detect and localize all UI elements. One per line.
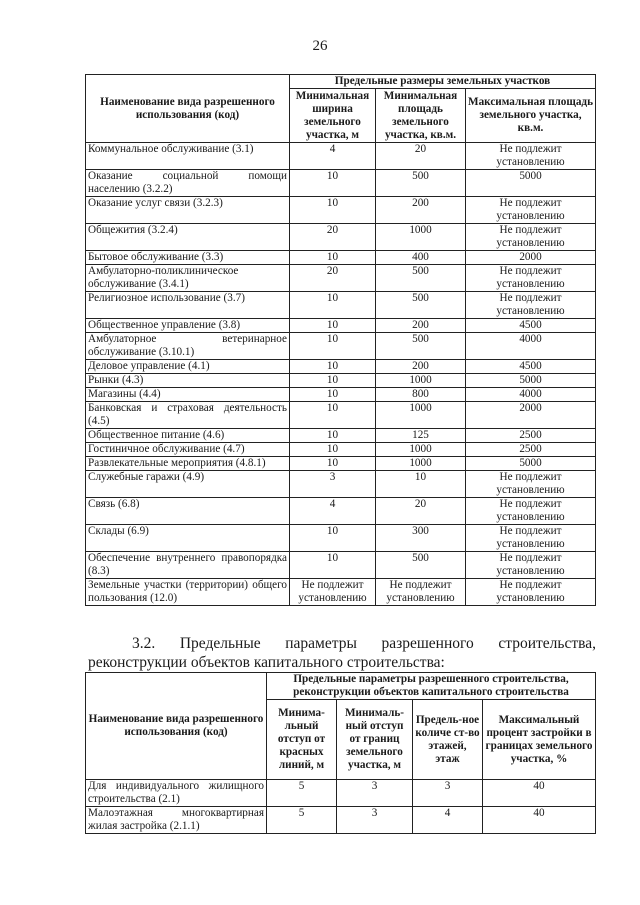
min-area-value: 500 (376, 552, 466, 579)
floors-value: 3 (413, 780, 483, 807)
max-area-value: 2500 (466, 443, 596, 457)
table-row (86, 552, 596, 579)
land-use-name: Для индивидуального жилищного строительства (2.1) (86, 780, 267, 807)
table-row (86, 143, 596, 170)
land-use-name: Общежития (3.2.4) (86, 224, 290, 251)
min-width-value: 20 (290, 265, 376, 292)
min-area-value: 200 (376, 360, 466, 374)
max-area-value: 4000 (466, 388, 596, 402)
table-row (86, 251, 596, 265)
table-row (86, 457, 596, 471)
min-area-value: 500 (376, 333, 466, 360)
land-use-name: Рынки (4.3) (86, 374, 290, 388)
table-row (86, 498, 596, 525)
land-use-name: Деловое управление (4.1) (86, 360, 290, 374)
setback-border-value: 3 (337, 780, 413, 807)
t2-name-header: Наименование вида разрешенного использования (код) (86, 673, 267, 780)
land-use-name: Малоэтажная многоквартирная жилая застройка (2.1.1) (86, 807, 267, 834)
max-area-value: Не подлежит установлению (466, 471, 596, 498)
land-use-name: Оказание услуг связи (3.2.3) (86, 197, 290, 224)
t1-col-max-area: Максимальная площадь земельного участка, кв.м. (466, 89, 596, 143)
max-area-value: 4500 (466, 360, 596, 374)
table-row (86, 292, 596, 319)
min-width-value: 10 (290, 525, 376, 552)
max-area-value: Не подлежит установлению (466, 525, 596, 552)
min-width-value: 10 (290, 388, 376, 402)
t1-group-header: Предельные размеры земельных участков (290, 75, 596, 89)
land-plot-size-table (85, 74, 596, 606)
min-width-value: 10 (290, 402, 376, 429)
max-area-value: Не подлежит установлению (466, 224, 596, 251)
max-area-value: Не подлежит установлению (466, 143, 596, 170)
min-width-value: 10 (290, 443, 376, 457)
min-width-value: 10 (290, 429, 376, 443)
t2-col-setback-border: Минималь-ный отступ от границ земельного участка, м (337, 700, 413, 780)
min-width-value: 3 (290, 471, 376, 498)
min-width-value: 10 (290, 170, 376, 197)
max-area-value: Не подлежит установлению (466, 498, 596, 525)
max-area-value: Не подлежит установлению (466, 292, 596, 319)
min-width-value: Не подлежит установлению (290, 579, 376, 606)
min-area-value: 200 (376, 319, 466, 333)
min-area-value: 1000 (376, 402, 466, 429)
t1-col-min-area: Минимальная площадь земельного участка, кв.м. (376, 89, 466, 143)
land-use-name: Амбулаторно-поликлиническое обслуживание (3.4.1) (86, 265, 290, 292)
max-area-value: 5000 (466, 374, 596, 388)
min-width-value: 10 (290, 333, 376, 360)
table-row (86, 388, 596, 402)
setback-red-value: 5 (267, 807, 337, 834)
max-area-value: 4000 (466, 333, 596, 360)
section-number: 3.2. (132, 635, 156, 652)
min-width-value: 20 (290, 224, 376, 251)
min-area-value: 1000 (376, 457, 466, 471)
min-area-value: 1000 (376, 374, 466, 388)
max-area-value: 2000 (466, 402, 596, 429)
min-width-value: 10 (290, 374, 376, 388)
table-row (86, 471, 596, 498)
table-row (86, 402, 596, 429)
max-area-value: Не подлежит установлению (466, 552, 596, 579)
t2-col-floors: Предель-ное количе ст-во этажей, этаж (413, 700, 483, 780)
min-area-value: 300 (376, 525, 466, 552)
max-area-value: 5000 (466, 170, 596, 197)
max-area-value: Не подлежит установлению (466, 579, 596, 606)
section-word-2: параметры (285, 635, 357, 652)
section-3-2-heading (88, 634, 596, 672)
land-use-name: Связь (6.8) (86, 498, 290, 525)
coverage-value: 40 (483, 807, 596, 834)
t1-col-min-width: Минимальная ширина земельного участка, м (290, 89, 376, 143)
construction-parameters-table (85, 672, 596, 834)
setback-border-value: 3 (337, 807, 413, 834)
max-area-value: 2000 (466, 251, 596, 265)
land-use-name: Гостиничное обслуживание (4.7) (86, 443, 290, 457)
t2-col-coverage: Максимальный процент застройки в границах земельного участка, % (483, 700, 596, 780)
land-use-name: Обеспечение внутреннего правопорядка (8.3) (86, 552, 290, 579)
min-area-value: 500 (376, 170, 466, 197)
land-use-name: Амбулаторное ветеринарное обслуживание (3.10.1) (86, 333, 290, 360)
max-area-value: Не подлежит установлению (466, 265, 596, 292)
land-use-name: Магазины (4.4) (86, 388, 290, 402)
min-width-value: 10 (290, 292, 376, 319)
table-row (86, 224, 596, 251)
table-row (86, 265, 596, 292)
min-width-value: 10 (290, 319, 376, 333)
table-row (86, 525, 596, 552)
land-use-name: Банковская и страховая деятельность (4.5) (86, 402, 290, 429)
max-area-value: 5000 (466, 457, 596, 471)
min-area-value: 1000 (376, 443, 466, 457)
table-row (86, 374, 596, 388)
min-area-value: 500 (376, 265, 466, 292)
max-area-value: 2500 (466, 429, 596, 443)
min-area-value: 20 (376, 143, 466, 170)
min-area-value: 800 (376, 388, 466, 402)
table-row (86, 429, 596, 443)
section-line-2: реконструкции объектов капитального строительства: (88, 654, 445, 671)
table-row (86, 579, 596, 606)
land-use-name: Коммунальное обслуживание (3.1) (86, 143, 290, 170)
min-area-value: 1000 (376, 224, 466, 251)
land-use-name: Земельные участки (территории) общего пользования (12.0) (86, 579, 290, 606)
land-use-name: Общественное управление (3.8) (86, 319, 290, 333)
land-use-name: Развлекательные мероприятия (4.8.1) (86, 457, 290, 471)
table-row (86, 197, 596, 224)
land-use-name: Склады (6.9) (86, 525, 290, 552)
min-width-value: 4 (290, 498, 376, 525)
table-row (86, 319, 596, 333)
min-width-value: 10 (290, 251, 376, 265)
min-width-value: 10 (290, 457, 376, 471)
land-use-name: Оказание социальной помощи населению (3.2.2) (86, 170, 290, 197)
min-width-value: 4 (290, 143, 376, 170)
land-use-name: Бытовое обслуживание (3.3) (86, 251, 290, 265)
min-area-value: Не подлежит установлению (376, 579, 466, 606)
section-word-4: строительства, (498, 635, 596, 652)
section-word-1: Предельные (179, 635, 261, 652)
min-area-value: 400 (376, 251, 466, 265)
table-row (86, 443, 596, 457)
min-area-value: 200 (376, 197, 466, 224)
max-area-value: Не подлежит установлению (466, 197, 596, 224)
min-width-value: 10 (290, 197, 376, 224)
max-area-value: 4500 (466, 319, 596, 333)
coverage-value: 40 (483, 780, 596, 807)
table-row (86, 780, 596, 807)
table-row (86, 807, 596, 834)
land-use-name: Религиозное использование (3.7) (86, 292, 290, 319)
t2-col-setback-red: Минима-льный отступ от красных линий, м (267, 700, 337, 780)
t2-group-header: Предельные параметры разрешенного строительства, реконструкции объектов капитального строительства (267, 673, 596, 700)
min-area-value: 125 (376, 429, 466, 443)
land-use-name: Служебные гаражи (4.9) (86, 471, 290, 498)
min-area-value: 20 (376, 498, 466, 525)
section-word-3: разрешенного (381, 635, 474, 652)
min-width-value: 10 (290, 360, 376, 374)
table-row (86, 360, 596, 374)
page-number: 26 (312, 38, 328, 54)
min-area-value: 500 (376, 292, 466, 319)
min-area-value: 10 (376, 471, 466, 498)
land-use-name: Общественное питание (4.6) (86, 429, 290, 443)
t1-name-header: Наименование вида разрешенного использования (код) (86, 75, 290, 143)
table-row (86, 333, 596, 360)
table-row (86, 170, 596, 197)
min-width-value: 10 (290, 552, 376, 579)
floors-value: 4 (413, 807, 483, 834)
setback-red-value: 5 (267, 780, 337, 807)
